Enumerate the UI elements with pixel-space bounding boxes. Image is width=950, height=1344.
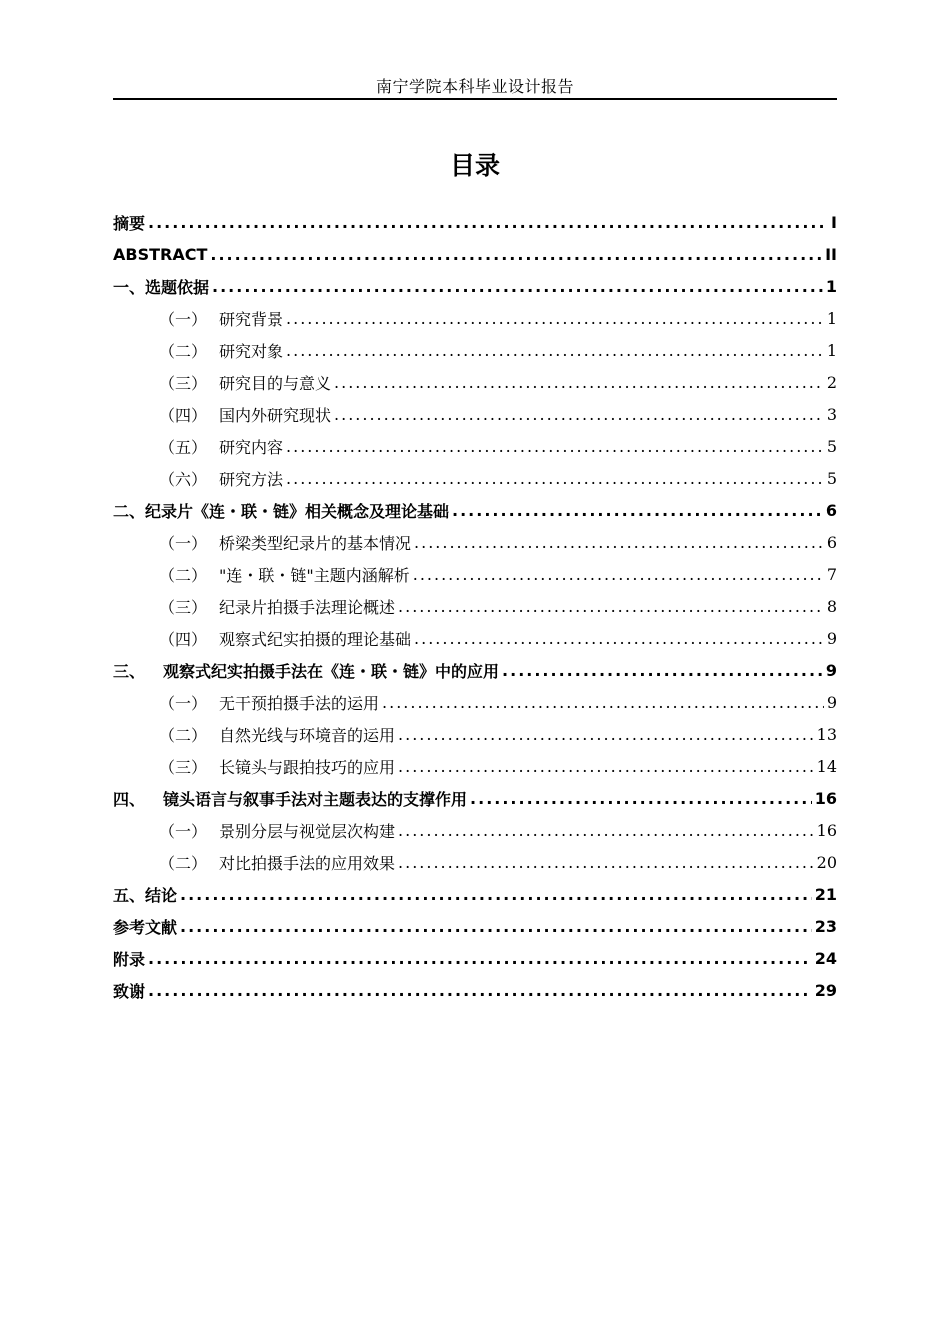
toc-entry-label: 一、选题依据 [113,277,210,297]
toc-entry-number: 四、 [113,789,146,809]
toc-entry-page: 16 [816,820,837,840]
toc-entry-number: 三、 [113,661,146,681]
toc-entry-page: 16 [814,788,837,808]
toc-entry-page: 9 [826,628,837,648]
toc-entry-number: （二） [159,853,208,873]
toc-entry-label: 观察式纪实拍摄的理论基础 [219,629,412,649]
toc-leader-dots [286,309,824,328]
toc-entry-label: ABSTRACT [113,244,208,264]
toc-entry[interactable] [113,910,837,942]
toc-entry-label: 纪录片拍摄手法理论概述 [219,597,396,617]
toc-entry[interactable] [113,206,837,238]
toc-leader-dots [334,405,824,424]
toc-entry-label: 附录 [113,949,146,969]
toc-entry-number: （四） [159,405,208,425]
toc-entry-page: 8 [826,596,837,616]
toc-entry-number: （二） [159,565,208,585]
toc-entry-label: 景别分层与视觉层次构建 [219,821,396,841]
toc-leader-dots [148,949,812,968]
toc-entry[interactable] [113,590,837,622]
toc-entry[interactable] [113,718,837,750]
toc-leader-dots [286,469,824,488]
toc-leader-dots [382,693,824,712]
header-rule [113,98,837,100]
toc-entry-number: （一） [159,821,208,841]
toc-entry[interactable] [113,750,837,782]
toc-entry-label: 摘要 [113,213,146,233]
page-title: 目录 [449,151,500,180]
toc-entry-number: （五） [159,437,208,457]
toc-entry[interactable] [113,942,837,974]
toc-entry-page: II [825,244,837,264]
toc-leader-dots [180,885,812,904]
toc-leader-dots [413,565,824,584]
toc-entry-page: 9 [826,692,837,712]
toc-leader-dots [398,757,814,776]
toc-entry-label: 研究背景 [219,309,284,329]
toc-entry-page: 29 [814,980,837,1000]
running-header: 南宁学院本科毕业设计报告 [375,77,574,96]
toc-entry-page: 13 [816,724,837,744]
toc-entry-label: 自然光线与环境音的运用 [219,725,396,745]
toc-leader-dots [398,853,814,872]
toc-entry-page: 14 [816,756,837,776]
toc-entry-number: （三） [159,757,208,777]
toc-leader-dots [414,629,824,648]
toc-entry-label: 二、纪录片《连・联・链》相关概念及理论基础 [113,501,450,521]
toc-leader-dots [470,789,812,808]
toc-leader-dots [212,277,823,296]
toc-leader-dots [398,597,824,616]
toc-entry-page: 2 [826,372,837,392]
toc-entry-label: 五、结论 [113,885,178,905]
toc-entry-label: 研究内容 [219,437,284,457]
toc-entry[interactable] [113,270,837,302]
toc-entry[interactable] [113,366,837,398]
toc-entry-page: 7 [826,564,837,584]
toc-entry-label: 参考文献 [113,917,178,937]
toc-leader-dots [398,725,814,744]
toc-leader-dots [414,533,824,552]
toc-entry-label: 桥梁类型纪录片的基本情况 [219,533,412,553]
toc-leader-dots [452,501,823,520]
toc-entry-number: （三） [159,597,208,617]
toc-entry[interactable] [113,526,837,558]
toc-leader-dots [502,661,823,680]
toc-entry-page: 1 [826,308,837,328]
toc-entry-page: 5 [826,468,837,488]
toc-entry-number: （六） [159,469,208,489]
toc-leader-dots [398,821,814,840]
toc-entry-label: 致谢 [113,981,146,1001]
toc-entry-number: （一） [159,533,208,553]
toc-entry[interactable] [113,238,837,270]
toc-entry-number: （四） [159,629,208,649]
toc-entry[interactable] [113,782,837,814]
toc-entry-label: 研究方法 [219,469,284,489]
toc-entry-label: 研究对象 [219,341,284,361]
toc-entry-label: 观察式纪实拍摄手法在《连・联・链》中的应用 [163,661,500,681]
toc-entry-page: 24 [814,948,837,968]
toc-entry[interactable] [113,558,837,590]
toc-entry-page: 1 [825,276,837,296]
toc-entry-page: 5 [826,436,837,456]
toc-entry-page: 6 [826,532,837,552]
toc-entry-label: 国内外研究现状 [219,405,332,425]
toc-leader-dots [286,341,824,360]
toc-entry[interactable] [113,814,837,846]
toc-entry-page: 23 [814,916,837,936]
toc-entry[interactable] [113,334,837,366]
toc-entry[interactable] [113,974,837,1006]
toc-entry-number: （一） [159,309,208,329]
toc-entry-page: I [831,212,837,232]
toc-entry[interactable] [113,494,837,526]
toc-entry-page: 21 [814,884,837,904]
toc-leader-dots [148,213,828,232]
toc-entry[interactable] [113,878,837,910]
toc-entry-number: （二） [159,725,208,745]
toc-entry-number: （二） [159,341,208,361]
toc-entry-page: 3 [826,404,837,424]
toc-leader-dots [148,981,812,1000]
toc-leader-dots [210,245,822,264]
toc-entry[interactable] [113,846,837,878]
toc-entry-number: （三） [159,373,208,393]
toc-leader-dots [334,373,824,392]
toc-entry-label: 镜头语言与叙事手法对主题表达的支撑作用 [163,789,468,809]
toc-entry-page: 20 [816,852,837,872]
toc-entry-page: 6 [825,500,837,520]
toc-entry-label: 研究目的与意义 [219,373,332,393]
toc-entry[interactable] [113,686,837,718]
toc-entry-label: 无干预拍摄手法的运用 [219,693,380,713]
toc-entry[interactable] [113,430,837,462]
toc-entry[interactable] [113,302,837,334]
toc-entry-number: （一） [159,693,208,713]
toc-entry[interactable] [113,654,837,686]
toc-entry[interactable] [113,622,837,654]
toc-entry-label: "连・联・链"主题内涵解析 [219,565,410,585]
toc-leader-dots [180,917,812,936]
toc-entry-label: 对比拍摄手法的应用效果 [219,853,396,873]
toc-entry-page: 1 [826,340,837,360]
toc-entry[interactable] [113,398,837,430]
toc-entry[interactable] [113,462,837,494]
toc-entry-label: 长镜头与跟拍技巧的应用 [219,757,396,777]
toc-entry-page: 9 [825,660,837,680]
table-of-contents [113,206,837,1006]
toc-leader-dots [286,437,824,456]
